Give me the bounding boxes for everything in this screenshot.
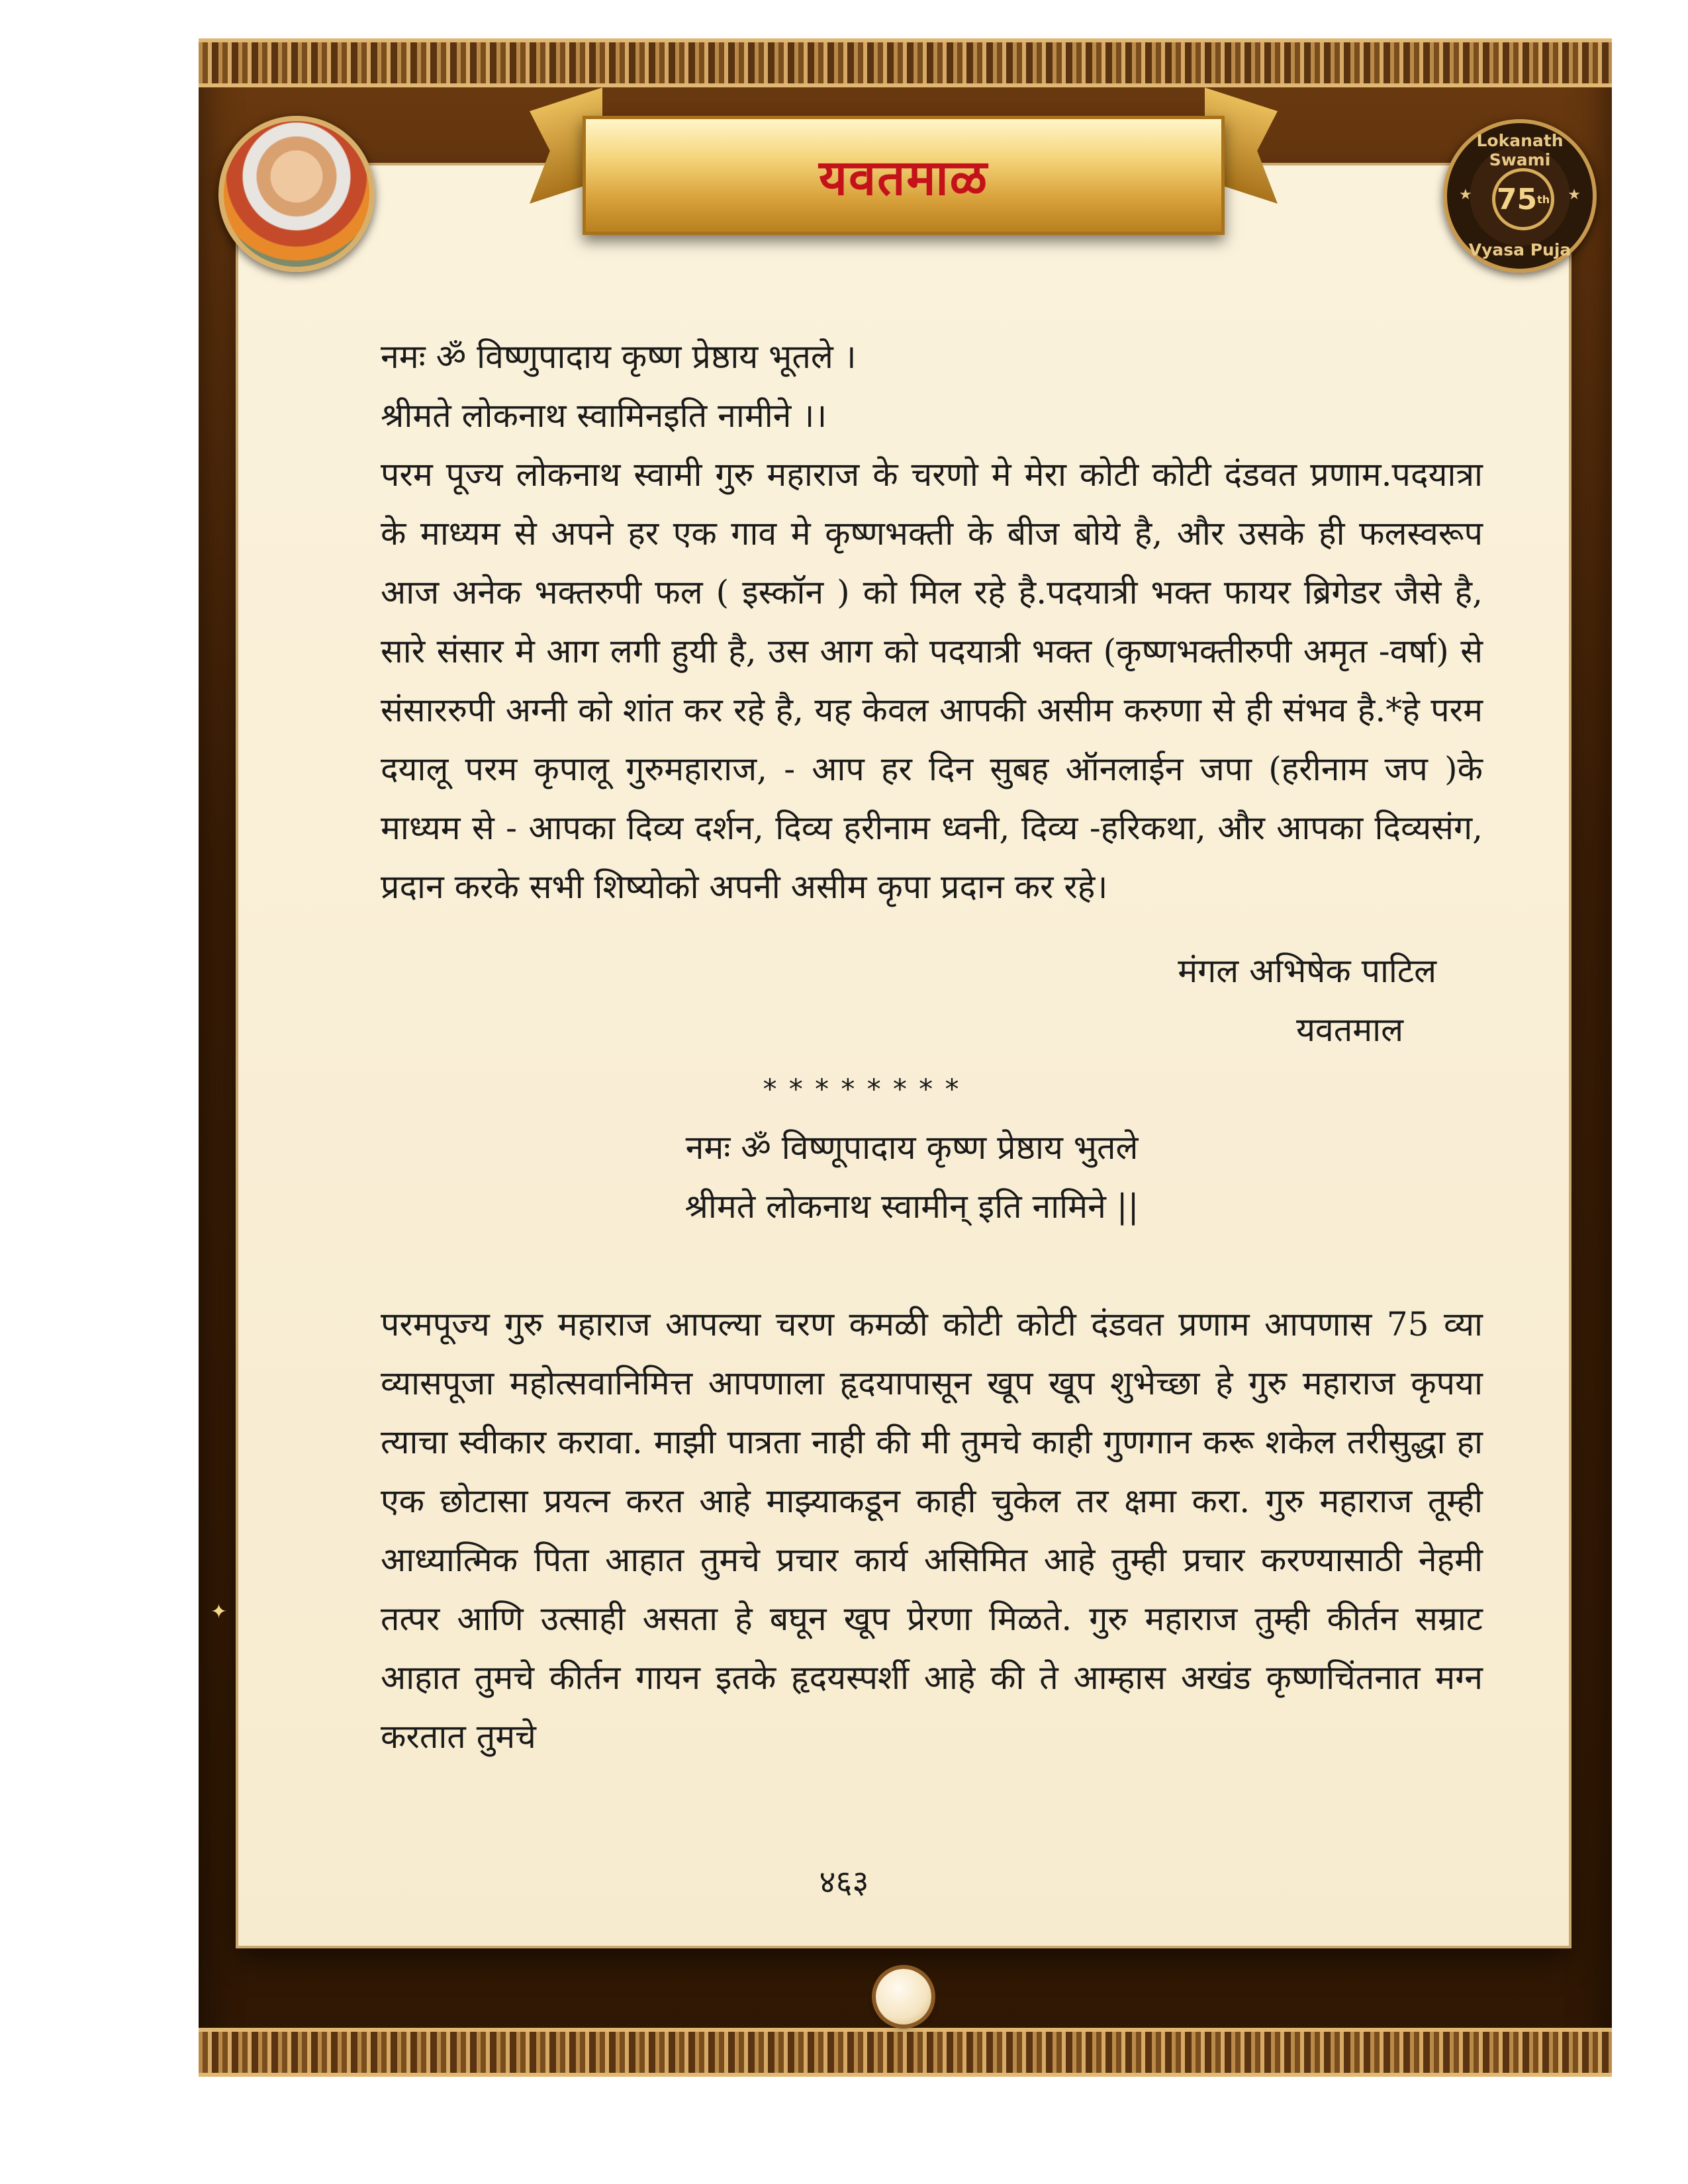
signature-city: यवतमाल (1295, 1011, 1403, 1049)
letter1-verse-line1: नमः ॐ विष्णुपादाय कृष्ण प्रेष्ठाय भूतले । (381, 338, 857, 376)
letter2-body: परमपूज्य गुरु महाराज आपल्या चरण कमळी कोटी कोटी दंडवत प्रणाम आपणास 75 व्या व्यासपूजा महोत्सवानिमित्त आपणाला हृदयापासून खूप खूप शुभेच्छा हे गुरु महाराज कृपया त्याचा स्वीकार करावा. माझी पात्रता नाही की मी तुमचे काही गुणगान करू शकेल तरीसुद्धा हा एक छोटासा प्रयत्न करत आहे माझ्याकडून काही चुकेल तर क्षमा करा. गुरु महाराज तूम्ही आध्यात्मिक पिता आहात तुमचे प्रचार कार्य असिमित आहे तुम्ही प्रचार करण्यासाठी नेहमी तत्पर आणि उत्साही असता हे बघून खूप प्रेरणा मिळते. गुरु महाराज तुम्ही कीर्तन सम्राट आहात तुमचे कीर्तन गायन इतके हृदयस्पर्शी आहे की ते आम्हास अखंड कृष्णचिंतनात मग्न करतात तुमचे (381, 1305, 1483, 1756)
badge-number-value: 75 (1496, 182, 1538, 216)
decorative-knob (876, 1969, 931, 2025)
section-separator: ******** (761, 1073, 970, 1105)
letter-content (381, 328, 1483, 1766)
signature-name: मंगल अभिषेक पाटिल (1178, 952, 1436, 990)
letter1-verse-line2: श्रीमते लोकनाथ स्वामिनइति नामीने ।। (381, 396, 827, 435)
letter2-verse-line1: नमः ॐ विष्णूपादाय कृष्ण प्रेष्ठाय भुतले (685, 1128, 1139, 1167)
star-icon: ★ (1568, 187, 1581, 203)
page-title: यवतमाळ (819, 149, 988, 206)
guru-portrait-avatar (218, 116, 375, 272)
sparkle-icon: ✦ (211, 1600, 228, 1623)
letter2-verse-line2: श्रीमते लोकनाथ स्वामीन् इति नामिने || (684, 1187, 1139, 1226)
badge-bottom-text: Vyasa Puja (1468, 240, 1571, 259)
spacer (381, 1236, 1483, 1295)
top-border-pattern (199, 38, 1612, 87)
bottom-border-pattern (199, 2028, 1612, 2077)
star-icon: ★ (1459, 187, 1472, 203)
page-number: ४६३ (819, 1864, 869, 1901)
letter1-signature (381, 942, 1483, 1060)
vyasa-puja-75-badge (1443, 119, 1597, 273)
badge-top-text: Lokanath Swami (1476, 131, 1564, 169)
badge-number (1492, 168, 1554, 230)
title-ribbon (583, 116, 1225, 235)
letter1-body: परम पूज्य लोकनाथ स्वामी गुरु महाराज के चरणो मे मेरा कोटी कोटी दंडवत प्रणाम.पदयात्रा के माध्यम से अपने हर एक गाव मे कृष्णभक्ती के बीज बोये है, और उसके ही फलस्वरूप आज अनेक भक्तरुपी फल ( इस्कॉन ) को मिल रहे है.पदयात्री भक्त फायर ब्रिगेडर जैसे है, सारे संसार मे आग लगी हुयी है, उस आग को पदयात्री भक्त (कृष्णभक्तीरुपी अमृत -वर्षा) से संसाररुपी अग्नी को शांत कर रहे है, यह केवल आपकी असीम करुणा से ही संभव है.*हे परम दयालू परम कृपालू गुरुमहाराज, - आप हर दिन सुबह ऑनलाईन जपा (हरीनाम जप )के माध्यम से - आपका दिव्य दर्शन, दिव्य हरीनाम ध्वनी, दिव्य -हरिकथा, और आपका दिव्यसंग, प्रदान करके सभी शिष्योको अपनी असीम कृपा प्रदान कर रहे। (381, 455, 1483, 906)
badge-number-suffix: th (1537, 193, 1550, 206)
